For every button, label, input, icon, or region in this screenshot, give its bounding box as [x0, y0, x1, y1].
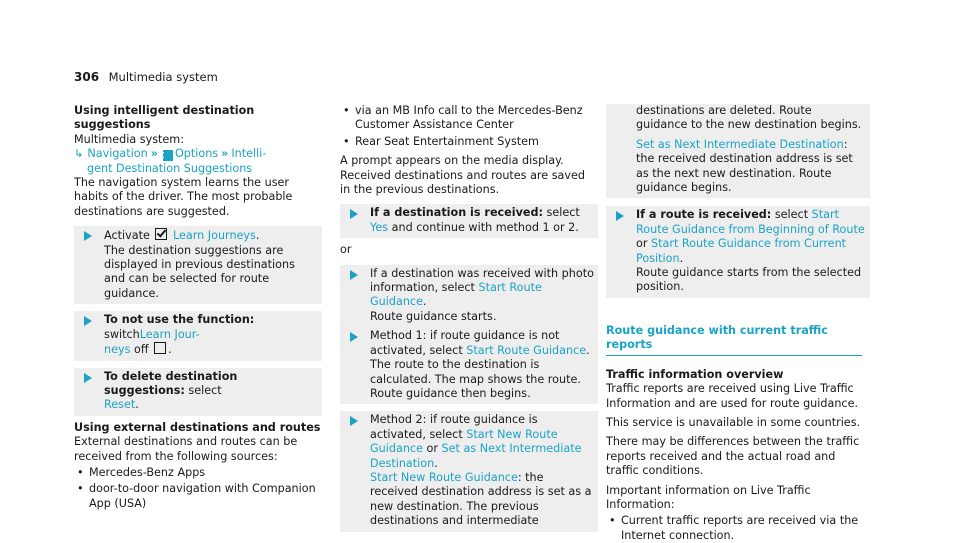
- photo-pre: If a destination was received with photo information, select: [370, 266, 594, 295]
- prompt-text: A prompt appears on the media display. Received destinations and routes are saved in the previous destinations.: [340, 154, 586, 197]
- m2-post: .: [434, 456, 438, 470]
- step-disable: To not use the function: switchLearn Jour- neys off .: [74, 311, 322, 360]
- step-arrow-icon: [350, 332, 358, 342]
- checkbox-empty-icon: [154, 342, 166, 354]
- m1-pre: Method 1: if route guidance is not activated, select: [370, 329, 560, 357]
- or-text: or: [340, 243, 352, 257]
- source-bullet: • via an MB Info call to the Mercedes-Benz Customer Assistance Center: [340, 104, 598, 133]
- m1-post: .: [586, 343, 590, 357]
- step3-pre: select: [188, 383, 222, 397]
- return-arrow-icon: ↳: [74, 147, 84, 161]
- route-post: .: [679, 251, 684, 265]
- overview-title: Traffic information overview: [606, 367, 784, 381]
- set-desc: : the received destination address is set as the next new destination. Route guidance begins.: [636, 137, 853, 195]
- route-pre: select: [774, 208, 809, 222]
- chevron-right-icon: »: [221, 147, 229, 161]
- step-delete: [74, 368, 322, 416]
- section-title: Multimedia system: [108, 70, 218, 84]
- step-arrow-icon: [350, 209, 358, 219]
- learn-journeys-link[interactable]: Learn Journeys: [172, 229, 256, 243]
- traffic-section-heading: Route guidance with current traffic reports: [606, 324, 862, 356]
- m1-desc: The route to the destination is calculated. The map shows the route. Route guidance then begins.: [370, 358, 581, 400]
- step1-description: The destination suggestions are displayed in previous destinations and can be selected for route guidance.: [104, 243, 295, 300]
- checkbox-checked-icon: [155, 228, 167, 240]
- page-header: [74, 70, 218, 85]
- set-next-intermediate-link[interactable]: Set as Next Intermediate Destination: [370, 442, 582, 470]
- intel-nav-path: [74, 147, 322, 176]
- step1-pre: Activate: [104, 229, 150, 243]
- unavailable-text: This service is unavailable in some countries.: [606, 415, 861, 429]
- start-new-route-guidance-link-2[interactable]: Start New Route Guidance: [370, 470, 518, 484]
- step-activate: [74, 226, 322, 304]
- reset-link[interactable]: Reset: [104, 398, 136, 412]
- differences-text: There may be differences between the traffic reports received and the actual road and traffic conditions.: [606, 435, 860, 478]
- learn-journeys-link-2-cont[interactable]: neys: [104, 343, 131, 357]
- start-route-guidance-link[interactable]: Start Route Guidance: [370, 281, 542, 309]
- start-from-current-link[interactable]: Start Route Guidance from Current Position: [636, 237, 847, 265]
- step3-post: .: [135, 398, 139, 412]
- column-left: [74, 104, 322, 511]
- important-text: Important information on Live Traffic Information:: [606, 483, 811, 511]
- options-gear-icon: Z: [163, 150, 173, 161]
- m2-or: or: [426, 442, 438, 456]
- column-middle: [340, 104, 598, 532]
- yes-link[interactable]: Yes: [370, 220, 389, 234]
- step-route-received: [606, 206, 870, 297]
- cont-text: destinations are deleted. Route guidance to the new destination begins.: [636, 104, 862, 132]
- nav-link-options[interactable]: Options: [174, 147, 219, 161]
- step3-label: To delete destination suggestions:: [104, 369, 238, 397]
- chevron-right-icon: »: [150, 147, 158, 161]
- nav-link-navigation[interactable]: Navigation: [87, 147, 148, 161]
- overview-desc: Traffic reports are received using Live Traffic Information and are used for route guidance.: [606, 382, 859, 410]
- route-desc: Route guidance starts from the selected position.: [636, 266, 862, 294]
- photo-desc: Route guidance starts.: [370, 309, 497, 323]
- source-bullet: • Mercedes-Benz Apps: [74, 466, 322, 480]
- intel-description: The navigation system learns the user habits of the driver. The most probable destinations are suggested.: [74, 176, 293, 218]
- dest-label: If a destination is received:: [370, 206, 543, 220]
- column-right: [606, 104, 870, 543]
- m2-desc: : the received destination address is set as a new destination. The previous destinations and intermediate: [370, 470, 592, 528]
- step2-pre: switch: [104, 327, 140, 341]
- source-bullet: • Rear Seat Entertainment System: [340, 135, 598, 149]
- step-dest-received: [340, 204, 598, 238]
- step-arrow-icon: [84, 316, 92, 326]
- step-arrow-icon: [350, 270, 358, 280]
- set-next-intermediate-link-2[interactable]: Set as Next Intermediate Destination: [636, 137, 844, 151]
- m2-pre: Method 2: if route guidance is activated, select: [370, 413, 538, 441]
- route-label: If a route is received:: [636, 208, 772, 222]
- method2-continued: [606, 104, 870, 198]
- ext-description: External destinations and routes can be received from the following sources:: [74, 435, 298, 463]
- nav-link-intelligent[interactable]: Intelli-: [231, 147, 267, 161]
- photo-post: .: [422, 295, 427, 309]
- step-arrow-icon: [616, 211, 624, 221]
- page-number: 306: [74, 70, 100, 84]
- route-or: or: [636, 237, 648, 251]
- start-from-beginning-link[interactable]: Start Route Guidance from Beginning of Route: [636, 208, 865, 236]
- intel-path-prefix: Multimedia system:: [74, 132, 184, 146]
- dest-pre: select: [546, 206, 580, 220]
- learn-journeys-link-2[interactable]: Learn Jour-: [139, 327, 200, 341]
- step-method2: [340, 411, 598, 531]
- start-route-guidance-link[interactable]: Start Route Guidance: [466, 343, 587, 357]
- step-arrow-icon: [84, 373, 92, 383]
- ext-title: Using external destinations and routes: [74, 420, 321, 434]
- nav-link-intelligent-cont[interactable]: gent Destination Suggestions: [87, 161, 253, 175]
- dest-post: and continue with method 1 or 2.: [391, 220, 579, 234]
- step-arrow-icon: [350, 416, 358, 426]
- intel-title: Using intelligent destination suggestions: [74, 104, 255, 132]
- step1-post: .: [255, 229, 260, 243]
- start-new-route-guidance-link[interactable]: Start New Route Guidance: [370, 427, 558, 456]
- step2-post: off: [134, 343, 149, 357]
- step-arrow-icon: [84, 231, 92, 241]
- step2-label: To not use the function:: [104, 313, 255, 327]
- source-bullet: • door-to-door navigation with Companion App (USA): [74, 482, 322, 511]
- step-photo: [340, 265, 598, 328]
- traffic-bullet: • Current traffic reports are received via the Internet connection.: [606, 514, 870, 543]
- step-method1: [340, 327, 598, 404]
